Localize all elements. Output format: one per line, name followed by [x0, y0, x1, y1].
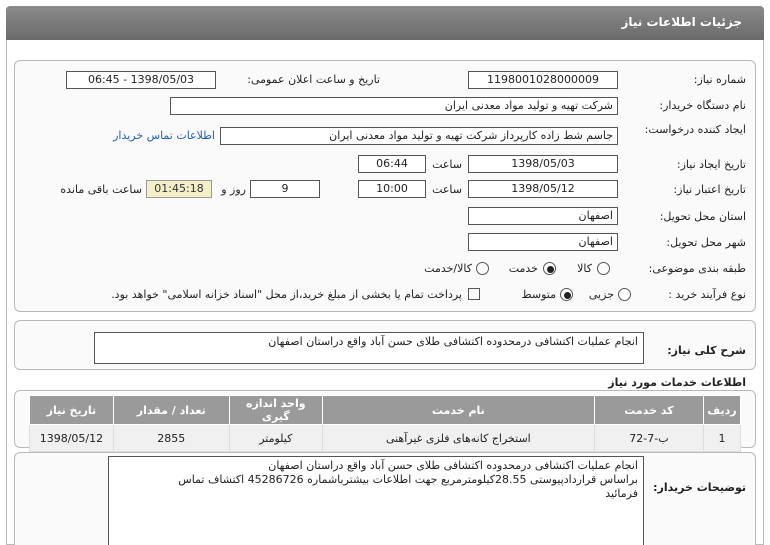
- col-need-date: تاریخ نیاز: [30, 396, 114, 425]
- contact-buyer-link[interactable]: اطلاعات تماس خریدار: [113, 129, 215, 142]
- announce-field: 1398/05/03 - 06:45: [66, 71, 216, 89]
- cell-need-date: 1398/05/12: [30, 425, 114, 452]
- category-option-goods-service: کالا/خدمت: [424, 262, 472, 275]
- services-header-row: [30, 396, 741, 425]
- creator-field: جاسم شط زاده کارپرداز شرکت تهیه و تولید مواد معدنی ایران: [220, 127, 618, 145]
- notes-line-3: فرمائید: [605, 487, 638, 500]
- process-radio-minor[interactable]: [618, 288, 631, 301]
- cell-unit: کیلومتر: [229, 425, 322, 452]
- process-radio-medium[interactable]: [560, 288, 573, 301]
- summary-label: شرح کلی نیاز:: [667, 344, 746, 357]
- category-radio-service[interactable]: [543, 262, 556, 275]
- validity-label: تاریخ اعتبار نیاز:: [673, 183, 746, 196]
- validity-time-field: 10:00: [358, 180, 426, 198]
- page-header: [6, 6, 764, 40]
- create-hour-label: ساعت: [432, 158, 462, 171]
- treasury-payment-note: پرداخت تمام یا بخشی از مبلغ خرید،از محل "اسناد خزانه اسلامی" خواهد بود.: [111, 288, 462, 301]
- days-label: روز و: [221, 183, 246, 196]
- remaining-time-box: 01:45:18: [146, 180, 212, 198]
- category-option-service: خدمت: [508, 262, 538, 275]
- process-option-medium: متوسط: [521, 288, 556, 301]
- province-field: اصفهان: [468, 207, 618, 225]
- city-label: شهر محل تحویل:: [666, 236, 746, 249]
- validity-hour-label: ساعت: [432, 183, 462, 196]
- remaining-label: ساعت باقی مانده: [60, 183, 142, 196]
- notes-line-1: انجام عملیات اکتشافی درمحدوده اکتشافی طلای حسن آباد واقع دراستان اصفهان: [268, 459, 638, 472]
- notes-line-2: براساس قراردادپیوستی 28.55کیلومترمربع جهت اطلاعات بیشترباشماره 45286726 اکتشاف تماس: [178, 473, 638, 486]
- creator-label: ایجاد کننده درخواست:: [644, 123, 746, 136]
- validity-date-field: 1398/05/12: [468, 180, 618, 198]
- city-field: اصفهان: [468, 233, 618, 251]
- buyer-label: نام دستگاه خریدار:: [659, 99, 746, 112]
- table-row: [30, 425, 741, 452]
- process-option-minor: جزیی: [588, 288, 614, 301]
- cell-quantity: 2855: [113, 425, 229, 452]
- col-service-code: کد خدمت: [594, 396, 703, 425]
- need-number-label: شماره نیاز:: [693, 73, 746, 86]
- create-date-field: 1398/05/03: [468, 155, 618, 173]
- notes-label: توضیحات خریدار:: [653, 481, 746, 494]
- cell-service-name: استخراج کانه‌های فلزی غیرآهنی: [322, 425, 594, 452]
- category-radio-goods[interactable]: [597, 262, 610, 275]
- process-label: نوع فرآیند خرید :: [668, 288, 746, 301]
- services-title: اطلاعات خدمات مورد نیاز: [608, 376, 746, 389]
- col-row-number: ردیف: [703, 396, 740, 425]
- cell-service-code: ب-7-72: [594, 425, 703, 452]
- services-panel: [14, 390, 756, 448]
- category-option-goods: کالا: [577, 262, 592, 275]
- cell-row-number: 1: [703, 425, 740, 452]
- page-title: جزئیات اطلاعات نیاز: [621, 15, 742, 29]
- province-label: استان محل تحویل:: [659, 210, 746, 223]
- announce-label: تاریخ و ساعت اعلان عمومی:: [247, 73, 380, 86]
- treasury-payment-checkbox[interactable]: [468, 288, 480, 300]
- col-unit: واحد اندازه گیری: [229, 396, 322, 425]
- col-quantity: تعداد / مقدار: [113, 396, 229, 425]
- category-label: طبقه بندی موضوعی:: [648, 262, 746, 275]
- services-table: [29, 395, 741, 452]
- col-service-name: نام خدمت: [322, 396, 594, 425]
- days-field: 9: [250, 180, 320, 198]
- create-date-label: تاریخ ایجاد نیاز:: [676, 158, 746, 171]
- notes-textarea: [108, 456, 644, 545]
- create-time-field: 06:44: [358, 155, 426, 173]
- category-radio-goods-service[interactable]: [476, 262, 489, 275]
- buyer-field: شرکت تهیه و تولید مواد معدنی ایران: [170, 97, 618, 115]
- need-number-field: 1198001028000009: [468, 71, 618, 89]
- summary-textarea: انجام عملیات اکتشافی درمحدوده اکتشافی طلای حسن آباد واقع دراستان اصفهان: [94, 332, 644, 364]
